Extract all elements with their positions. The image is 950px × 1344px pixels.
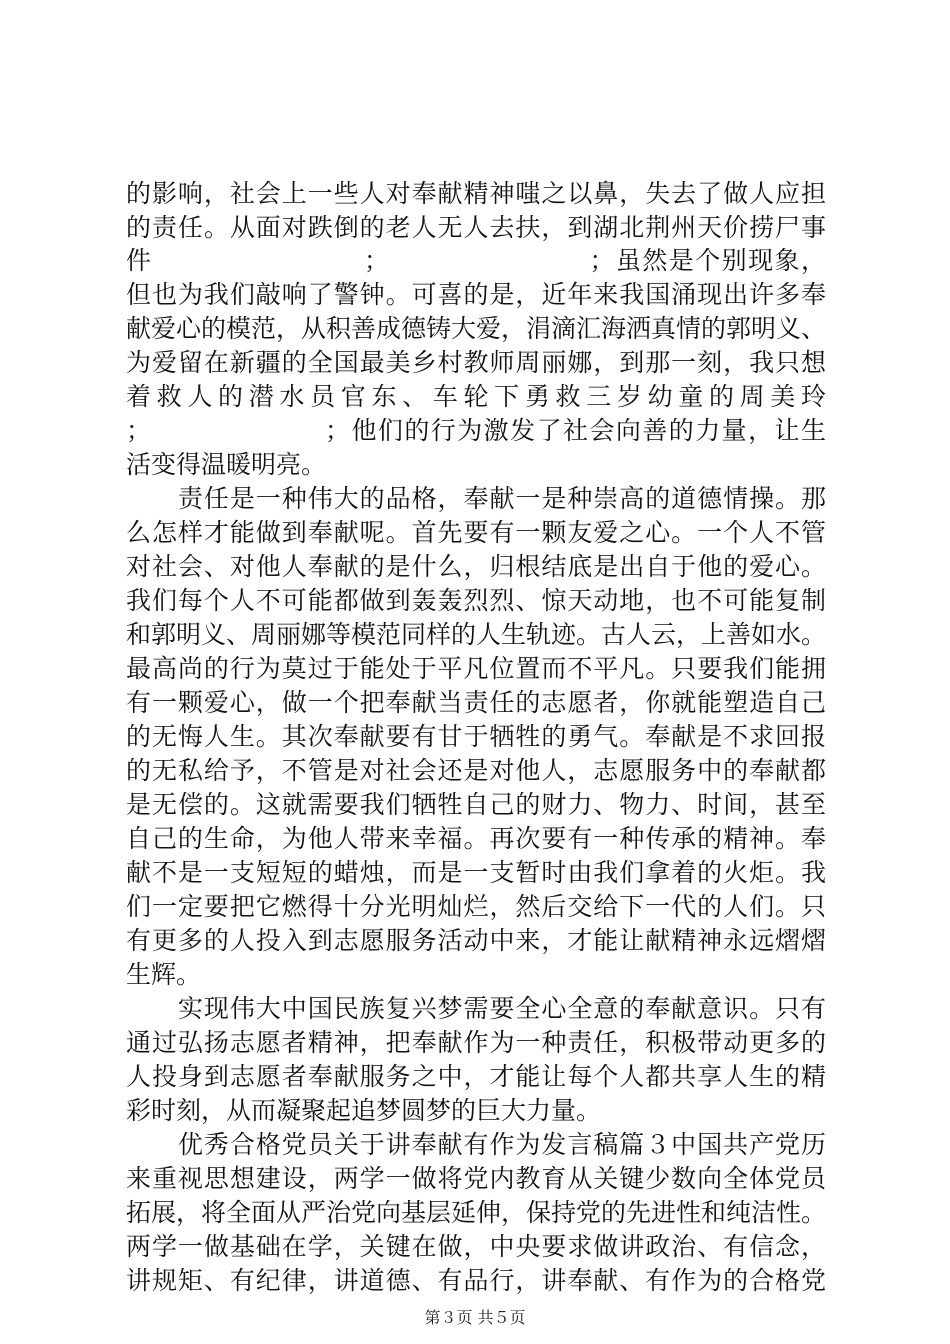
text-line: 献爱心的模范，从积善成德铸大爱，涓滴汇海洒真情的郭明义、	[126, 314, 826, 343]
text-line: 么怎样才能做到奉献呢。首先要有一颗友爱之心。一个人不管	[126, 518, 826, 547]
paragraph-start: 实现伟大中国民族复兴梦需要全心全意的奉献意识。只有	[126, 994, 826, 1023]
text-line: 自己的生命，为他人带来幸福。再次要有一种传承的精神。奉	[126, 824, 826, 853]
text-line: 讲规矩、有纪律，讲道德、有品行，讲奉献、有作为的合格党	[126, 1266, 826, 1295]
text-line: 件 ； ；虽然是个别现象，	[126, 246, 826, 275]
text-line: 献不是一支短短的蜡烛，而是一支暂时由我们拿着的火炬。我	[126, 858, 826, 887]
text-line: 的无悔人生。其次奉献要有甘于牺牲的勇气。奉献是不求回报	[126, 722, 826, 751]
text-line: 拓展，将全面从严治党向基层延伸，保持党的先进性和纯洁性。	[126, 1198, 826, 1227]
text-line: 最高尚的行为莫过于能处于平凡位置而不平凡。只要我们能拥	[126, 654, 826, 683]
text-line: 和郭明义、周丽娜等模范同样的人生轨迹。古人云，上善如水。	[126, 620, 826, 649]
paragraph-start: 责任是一种伟大的品格，奉献一是种崇高的道德情操。那	[126, 484, 826, 513]
text-line: 为爱留在新疆的全国最美乡村教师周丽娜，到那一刻，我只想	[126, 348, 826, 377]
text-line: 通过弘扬志愿者精神，把奉献作为一种责任，积极带动更多的	[126, 1028, 826, 1057]
text-line: 着救人的潜水员官东、车轮下勇救三岁幼童的周美玲	[126, 382, 826, 411]
text-line: 人投身到志愿者奉献服务之中，才能让每个人都共享人生的精	[126, 1062, 826, 1091]
text-line: 活变得温暖明亮。	[126, 450, 327, 479]
text-line: 的影响，社会上一些人对奉献精神嗤之以鼻，失去了做人应担	[126, 179, 826, 208]
text-line: 对社会、对他人奉献的是什么，归根结底是出自于他的爱心。	[126, 552, 826, 581]
text-line: 的责任。从面对跌倒的老人无人去扶，到湖北荆州天价捞尸事	[126, 213, 826, 242]
text-line: 有更多的人投入到志愿服务活动中来，才能让献精神永远熠熠	[126, 926, 826, 955]
text-line: 的无私给予，不管是对社会还是对他人，志愿服务中的奉献都	[126, 756, 826, 785]
text-line: 两学一做基础在学，关键在做，中央要求做讲政治、有信念，	[126, 1232, 826, 1261]
text-line: 们一定要把它燃得十分光明灿烂，然后交给下一代的人们。只	[126, 892, 826, 921]
text-line: 我们每个人不可能都做到轰轰烈烈、惊天动地，也不可能复制	[126, 586, 826, 615]
text-line: 生辉。	[126, 960, 202, 989]
paragraph-start: 优秀合格党员关于讲奉献有作为发言稿篇３中国共产党历	[126, 1130, 826, 1159]
text-line: 来重视思想建设，两学一做将党内教育从关键少数向全体党员	[126, 1164, 826, 1193]
text-line: ； ；他们的行为激发了社会向善的力量，让生	[126, 416, 826, 445]
text-line: 有一颗爱心，做一个把奉献当责任的志愿者，你就能塑造自己	[126, 688, 826, 717]
text-line: 但也为我们敲响了警钟。可喜的是，近年来我国涌现出许多奉	[126, 280, 826, 309]
text-line: 是无偿的。这就需要我们牺牲自己的财力、物力、时间，甚至	[126, 790, 826, 819]
page-number-footer: 第３页 共５页	[424, 1308, 526, 1327]
text-line: 彩时刻，从而凝聚起追梦圆梦的巨大力量。	[126, 1096, 602, 1125]
